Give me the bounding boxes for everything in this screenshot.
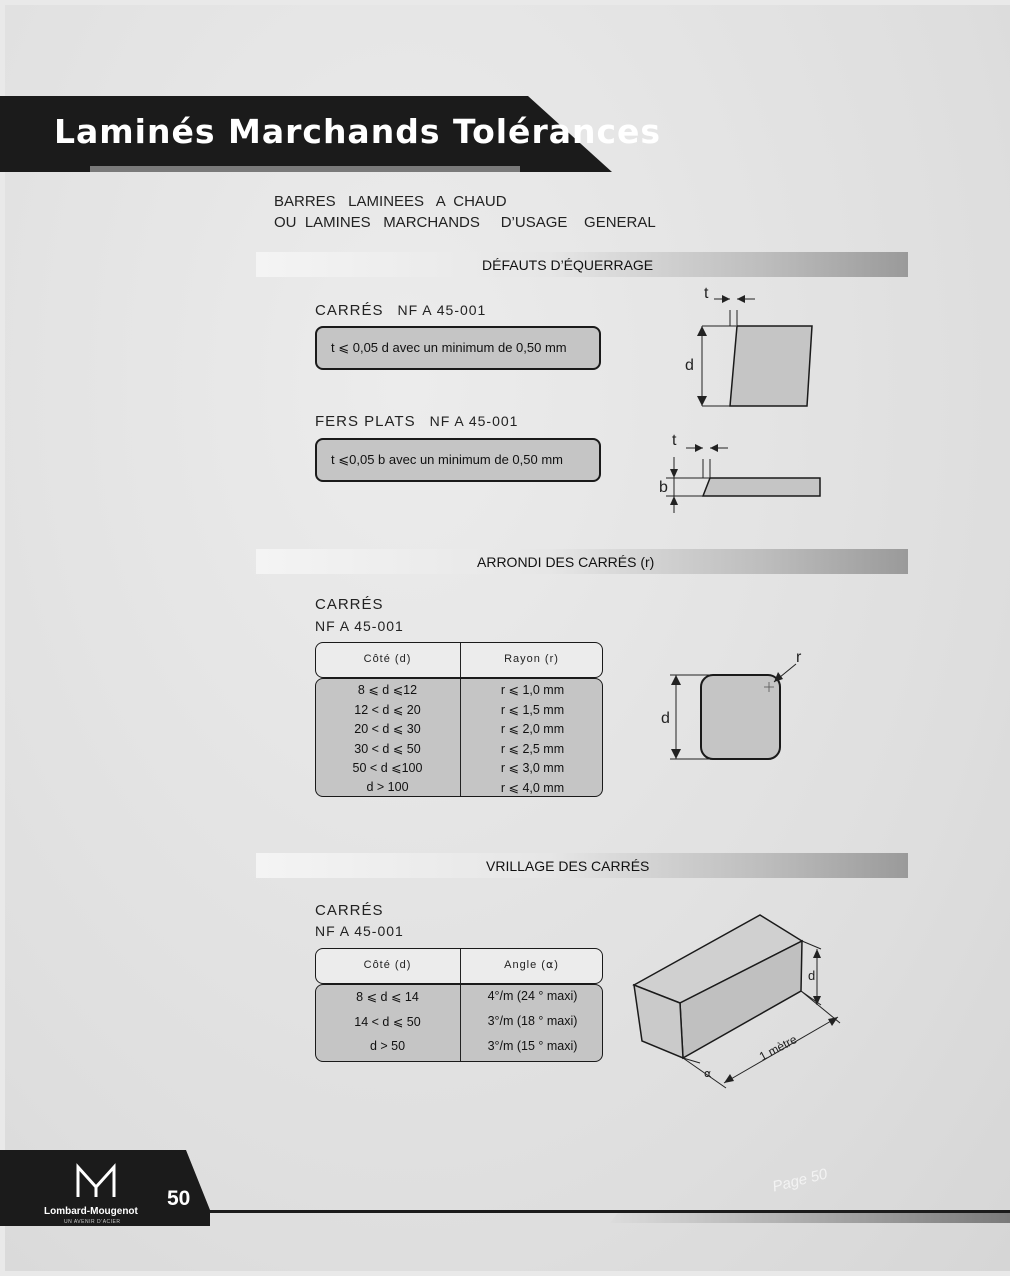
rounding-diagram-label-d: d bbox=[661, 710, 670, 727]
squares-diagram-label-d: d bbox=[685, 357, 694, 374]
rounding-norm: NF A 45-001 bbox=[315, 618, 404, 634]
flats-diagram-label-t: t bbox=[672, 432, 677, 449]
page-title: Laminés Marchands Tolérances bbox=[54, 112, 662, 151]
twist-header-angle: Angle (⍺) bbox=[504, 959, 559, 971]
section-heading-squareness: DÉFAUTS D’ÉQUERRAGE bbox=[482, 257, 654, 273]
rounding-header-side: Côté (d) bbox=[363, 653, 412, 665]
table-cell: r ⩽ 1,5 mm bbox=[500, 702, 565, 717]
table-cell: 4°/m (24 ° maxi) bbox=[487, 989, 578, 1003]
table-cell: 8 ⩽ d ⩽ 14 bbox=[356, 990, 419, 1004]
twist-diagram-label-d: d bbox=[808, 968, 816, 983]
twist-diagram bbox=[620, 905, 860, 1105]
flats-title-text: FERS PLATS bbox=[315, 413, 416, 430]
table-cell: 14 < d ⩽ 50 bbox=[354, 1015, 421, 1029]
squareness-diagram-squares bbox=[650, 280, 830, 415]
flats-diagram-label-b: b bbox=[659, 479, 668, 496]
twist-norm: NF A 45-001 bbox=[315, 923, 404, 939]
twist-diagram-label-length: 1 mètre bbox=[756, 1032, 800, 1064]
twist-table-body bbox=[315, 984, 603, 1062]
brand-tagline: UN AVENIR D’ACIER bbox=[64, 1219, 121, 1225]
rounding-diagram bbox=[650, 645, 820, 770]
twist-header-side: Côté (d) bbox=[363, 959, 412, 971]
squares-title-text: CARRÉS bbox=[315, 302, 384, 319]
table-cell: 50 < d ⩽100 bbox=[352, 761, 423, 775]
rounding-table-body bbox=[315, 678, 603, 797]
table-cell: r ⩽ 3,0 mm bbox=[500, 761, 565, 775]
table-cell: d > 50 bbox=[369, 1039, 406, 1053]
intro-line-2: OU LAMINES MARCHANDS D’USAGE GENERAL bbox=[274, 214, 656, 231]
table-cell: 8 ⩽ d ⩽12 bbox=[357, 683, 418, 697]
section-heading-rounding: ARRONDI DES CARRÉS (r) bbox=[477, 554, 655, 570]
table-cell: 3°/m (18 ° maxi) bbox=[487, 1014, 578, 1028]
squareness-diagram-flats bbox=[650, 425, 830, 517]
squares-rule-box: t ⩽ 0,05 d avec un minimum de 0,50 mm bbox=[315, 326, 601, 370]
table-cell: r ⩽ 2,0 mm bbox=[500, 722, 565, 736]
twist-title: CARRÉS bbox=[315, 902, 384, 919]
twist-diagram-label-angle: ⍺ bbox=[704, 1068, 712, 1080]
rounding-table-header bbox=[315, 642, 603, 678]
section-heading-twist: VRILLAGE DES CARRÉS bbox=[486, 858, 650, 874]
rounding-diagram-label-r: r bbox=[796, 649, 802, 666]
flats-rule-box: t ⩽0,05 b avec un minimum de 0,50 mm bbox=[315, 438, 601, 482]
twist-table-header bbox=[315, 948, 603, 984]
table-cell: 30 < d ⩽ 50 bbox=[354, 741, 421, 756]
flats-norm: NF A 45-001 bbox=[429, 413, 519, 429]
table-cell: 12 < d ⩽ 20 bbox=[354, 702, 421, 717]
rounding-title: CARRÉS bbox=[315, 596, 384, 613]
brand-logo-icon bbox=[74, 1163, 120, 1201]
table-cell: r ⩽ 4,0 mm bbox=[500, 780, 565, 795]
squares-title bbox=[315, 302, 486, 319]
intro-line-1: BARRES LAMINEES A CHAUD bbox=[274, 193, 507, 210]
brand-name: Lombard-Mougenot bbox=[44, 1206, 138, 1217]
table-cell: r ⩽ 2,5 mm bbox=[500, 741, 565, 756]
squares-diagram-label-t: t bbox=[704, 285, 709, 302]
rounding-header-radius: Rayon (r) bbox=[504, 653, 559, 665]
table-cell: d > 100 bbox=[366, 779, 409, 794]
table-cell: r ⩽ 1,0 mm bbox=[500, 683, 565, 697]
table-cell: 20 < d ⩽ 30 bbox=[354, 722, 421, 736]
flats-title bbox=[315, 413, 518, 430]
table-cell: 3°/m (15 ° maxi) bbox=[487, 1039, 578, 1053]
page-number: 50 bbox=[167, 1187, 191, 1210]
page-watermark: Page 50 bbox=[770, 1165, 830, 1196]
squares-norm: NF A 45-001 bbox=[397, 302, 487, 318]
